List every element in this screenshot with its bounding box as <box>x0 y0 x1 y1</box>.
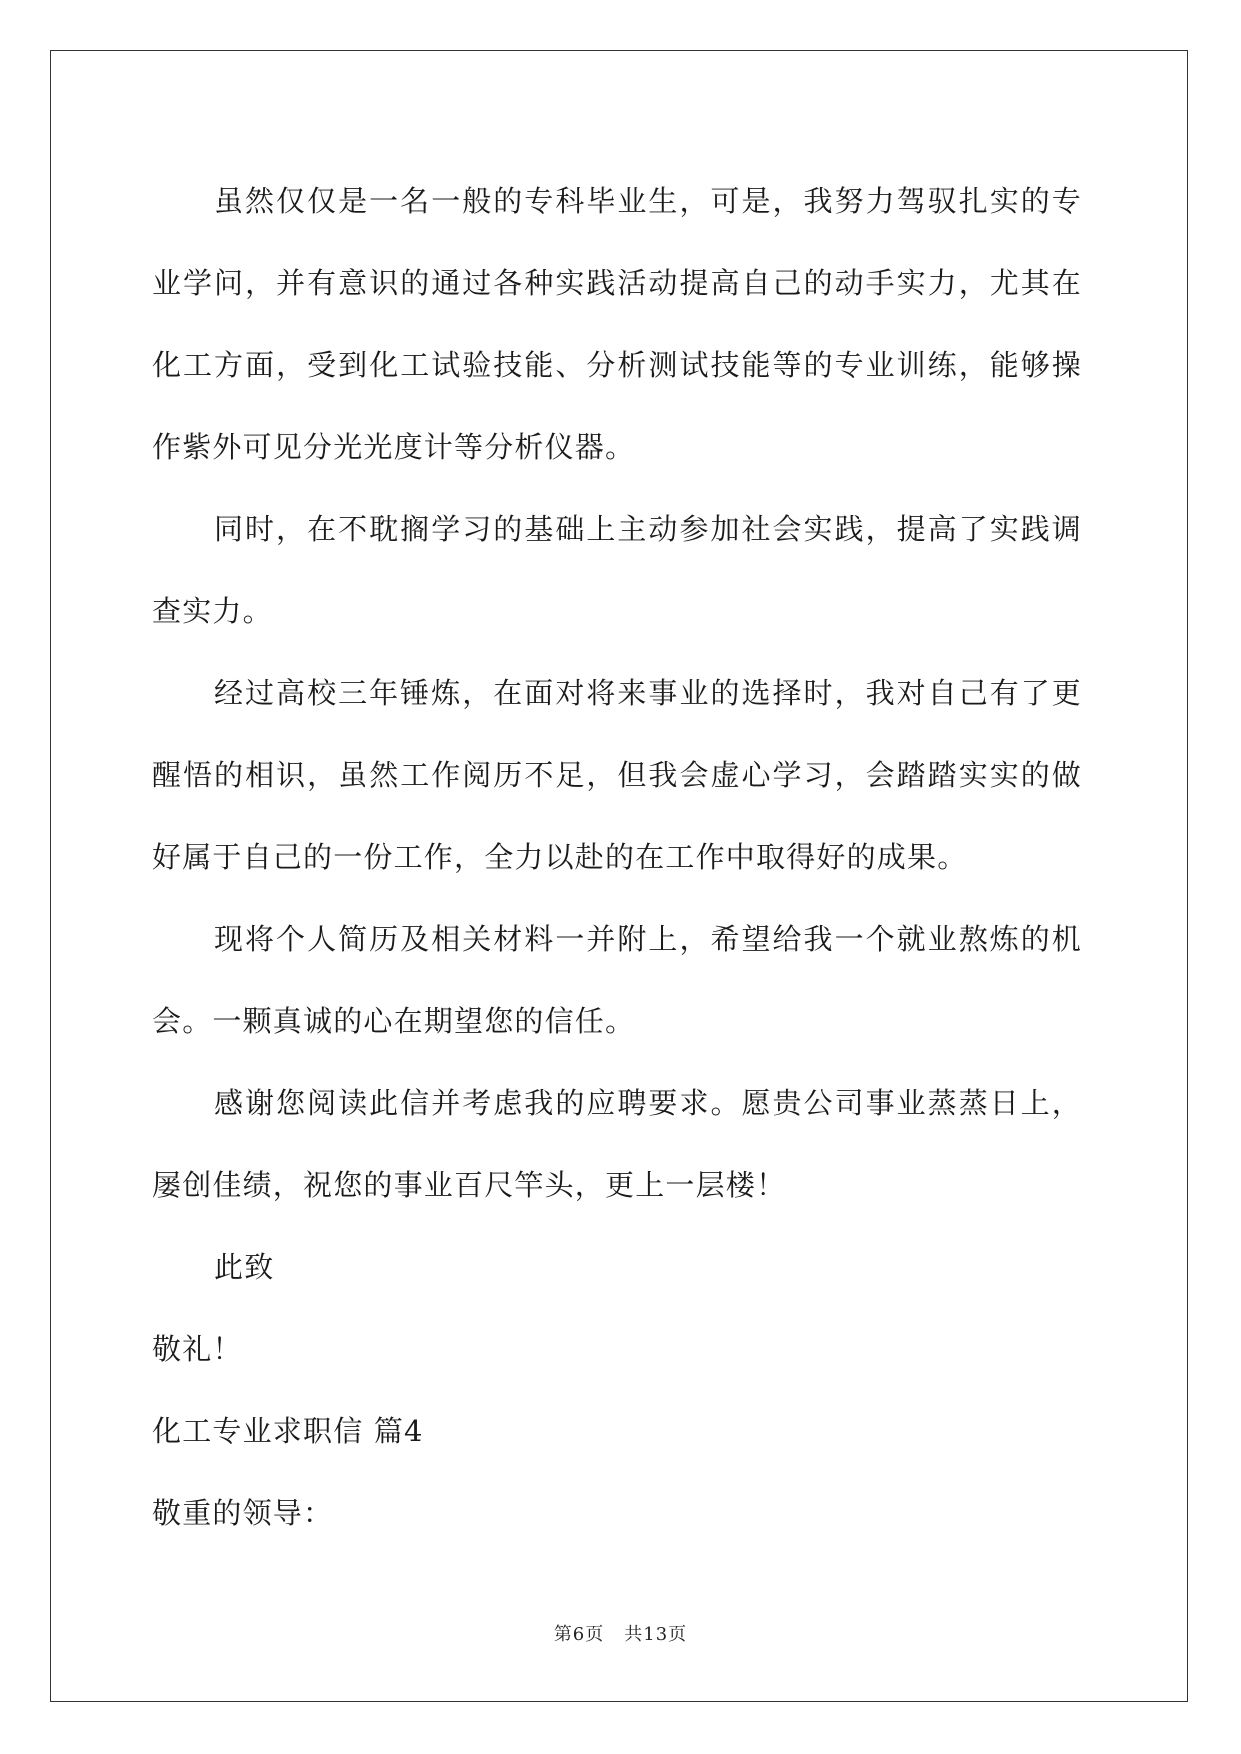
page-number: 第6页 <box>553 1624 605 1645</box>
paragraph-thanks: 感谢您阅读此信并考虑我的应聘要求。愿贵公司事业蒸蒸日上，屡创佳绩，祝您的事业百尺竿头，更上一层楼！ <box>152 1086 1082 1202</box>
section-heading: 化工专业求职信 篇4 <box>152 1414 424 1448</box>
paragraph-attachment: 现将个人简历及相关材料一并附上，希望给我一个就业熬炼的机会。一颗真诚的心在期望您的信任。 <box>152 922 1082 1038</box>
page-footer <box>0 1620 1241 1646</box>
closing-salutation: 此致 <box>214 1250 275 1284</box>
greeting: 敬重的领导： <box>152 1496 334 1530</box>
closing-regards: 敬礼！ <box>152 1332 243 1366</box>
paragraph-self-awareness: 经过高校三年锤炼，在面对将来事业的选择时，我对自己有了更醒悟的相识，虽然工作阅历不足，但我会虚心学习，会踏踏实实的做好属于自己的一份工作，全力以赴的在工作中取得好的成果。 <box>152 676 1082 874</box>
letter-body <box>152 160 1082 1554</box>
paragraph-skills: 虽然仅仅是一名一般的专科毕业生，可是，我努力驾驭扎实的专业学问，并有意识的通过各种实践活动提高自己的动手实力，尤其在化工方面，受到化工试验技能、分析测试技能等的专业训练，能够操作紫外可见分光光度计等分析仪器。 <box>152 184 1082 464</box>
paragraph-practice: 同时，在不耽搁学习的基础上主动参加社会实践，提高了实践调查实力。 <box>152 512 1082 628</box>
page-total: 共13页 <box>624 1624 688 1645</box>
